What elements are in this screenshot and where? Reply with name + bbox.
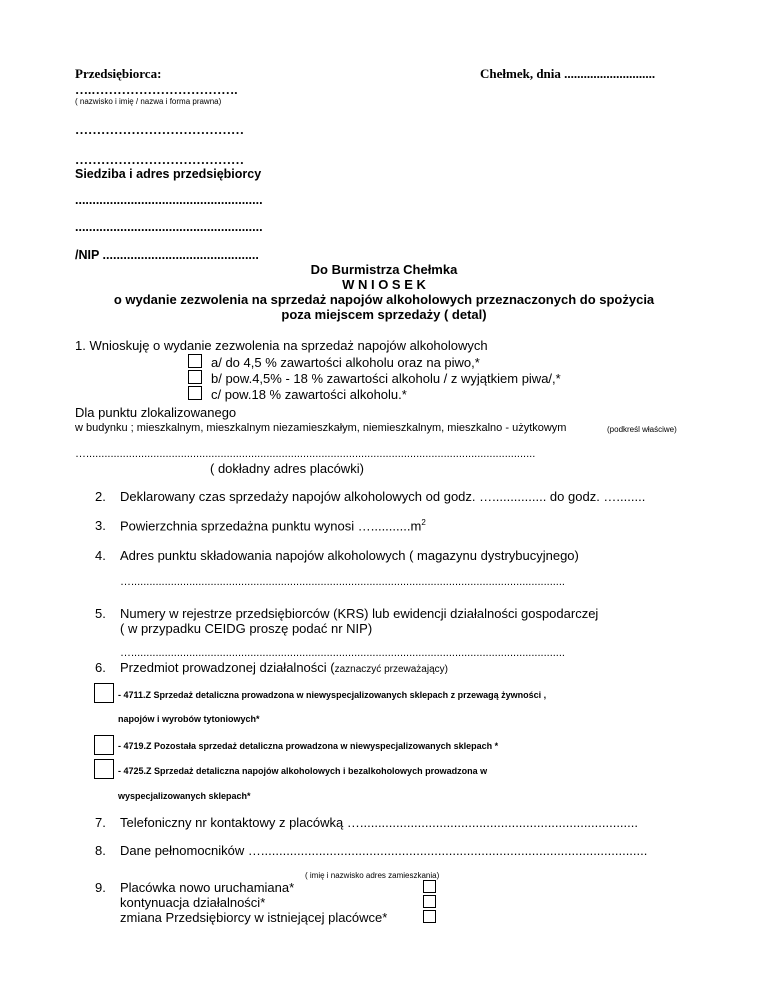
address-hint: ( dokładny adres placówki): [210, 461, 364, 476]
item-5-text-1: Numery w rejestrze przedsiębiorców (KRS) lub ewidencji działalności gospodarczej: [120, 606, 599, 621]
item-7-number: 7.: [95, 815, 106, 830]
item-8-text[interactable]: Dane pełnomocników …...........................................................................................................: [120, 843, 648, 858]
pkd-4719-checkbox[interactable]: [94, 735, 114, 755]
option-a-label: a/ do 4,5 % zawartości alkoholu oraz na piwo,*: [211, 355, 480, 370]
item-4-number: 4.: [95, 548, 106, 563]
item-6-text-wrap: [120, 660, 448, 675]
option-b-checkbox[interactable]: [188, 370, 202, 384]
dots-line-3[interactable]: …………………………………: [75, 152, 244, 167]
date-line[interactable]: Chełmek, dnia ............................: [480, 66, 656, 81]
item-4-dots[interactable]: …..............................................................................................................................................: [120, 576, 565, 588]
item-9-new-checkbox[interactable]: [423, 880, 436, 893]
item-3-text: Powierzchnia sprzedażna punktu wynosi …...........m: [120, 518, 422, 534]
pkd-4711-checkbox[interactable]: [94, 683, 114, 703]
item-9-change-checkbox[interactable]: [423, 910, 436, 923]
pkd-4711-label: - 4711.Z Sprzedaż detaliczna prowadzona w niewyspecjalizowanych sklepach z przewagą żywności ,: [118, 690, 547, 700]
option-c-label: c/ pow.18 % zawartości alkoholu.*: [211, 387, 407, 402]
pkd-4725-cont: wyspecjalizowanych sklepach*: [118, 791, 251, 801]
item-6-hint: zaznaczyć przeważający): [334, 664, 448, 675]
subject-line-1: o wydanie zezwolenia na sprzedaż napojów alkoholowych przeznaczonych do spożycia: [113, 292, 655, 307]
seat-dots-1[interactable]: ......................................................: [75, 193, 263, 207]
option-b-label: b/ pow.4,5% - 18 % zawartości alkoholu / z wyjątkiem piwa/,*: [211, 371, 561, 386]
item-5-text-2: ( w przypadku CEIDG proszę podać nr NIP): [120, 621, 373, 636]
item-2-text[interactable]: Deklarowany czas sprzedaży napojów alkoholowych od godz. …............... do godz. …........: [120, 489, 646, 504]
item-8-hint: ( imię i nazwisko adres zamieszkania): [305, 871, 440, 880]
pkd-4719-label: - 4719.Z Pozostała sprzedaż detaliczna prowadzona w niewyspecjalizowanych sklepach *: [118, 741, 499, 751]
address-dots[interactable]: …...................................................................................................................................................: [75, 448, 536, 460]
item-5-number: 5.: [95, 606, 106, 621]
name-hint: ( nazwisko i imię / nazwa i forma prawna): [75, 97, 222, 106]
dots-line-2[interactable]: …………………………………: [75, 122, 244, 137]
item-3-number: 3.: [95, 518, 106, 533]
location-label: Dla punktu zlokalizowanego: [75, 405, 237, 420]
pkd-4725-checkbox[interactable]: [94, 759, 114, 779]
document-type: W N I O S E K: [342, 277, 426, 292]
item-3-unit-sup: 2: [421, 518, 426, 527]
option-a-checkbox[interactable]: [188, 354, 202, 368]
item-5-dots[interactable]: …..............................................................................................................................................: [120, 647, 565, 659]
item-7-text[interactable]: Telefoniczny nr kontaktowy z placówką ….............................................................................: [120, 815, 638, 830]
seat-label: Siedziba i adres przedsiębiorcy: [75, 167, 262, 181]
pkd-4725-label: - 4725.Z Sprzedaż detaliczna napojów alkoholowych i bezalkoholowych prowadzona w: [118, 766, 488, 776]
item-3-text-wrap[interactable]: [120, 518, 426, 533]
item-4-text: Adres punktu składowania napojów alkoholowych ( magazynu dystrybucyjnego): [120, 548, 579, 563]
item-6-number: 6.: [95, 660, 106, 675]
item-2-number: 2.: [95, 489, 106, 504]
entrepreneur-label: Przedsiębiorca:: [75, 66, 162, 81]
subject-line-2: poza miejscem sprzedaży ( detal): [281, 307, 487, 322]
seat-dots-2[interactable]: ......................................................: [75, 220, 263, 234]
item-9-option-new: Placówka nowo uruchamiana*: [120, 880, 295, 895]
option-c-checkbox[interactable]: [188, 386, 202, 400]
item-6-text: Przedmiot prowadzonej działalności (: [120, 660, 335, 675]
item-9-continuation-checkbox[interactable]: [423, 895, 436, 908]
building-types: w budynku ; mieszkalnym, mieszkalnym niezamieszkałym, niemieszkalnym, mieszkalno - użytkowym: [75, 422, 567, 434]
entrepreneur-name-dots[interactable]: ….…………………………….: [75, 82, 238, 97]
nip-line[interactable]: /NIP .............................................: [75, 248, 259, 262]
item-9-option-continuation: kontynuacja działalności*: [120, 895, 266, 910]
addressee: Do Burmistrza Chełmka: [310, 262, 458, 277]
section1-intro: 1. Wnioskuję o wydanie zezwolenia na sprzedaż napojów alkoholowych: [75, 338, 488, 353]
pkd-4711-cont: napojów i wyrobów tytoniowych*: [118, 714, 260, 724]
item-9-number: 9.: [95, 880, 106, 895]
item-8-number: 8.: [95, 843, 106, 858]
building-hint: (podkreśl właściwe): [607, 425, 677, 434]
item-9-option-change: zmiana Przedsiębiorcy w istniejącej placówce*: [120, 910, 388, 925]
